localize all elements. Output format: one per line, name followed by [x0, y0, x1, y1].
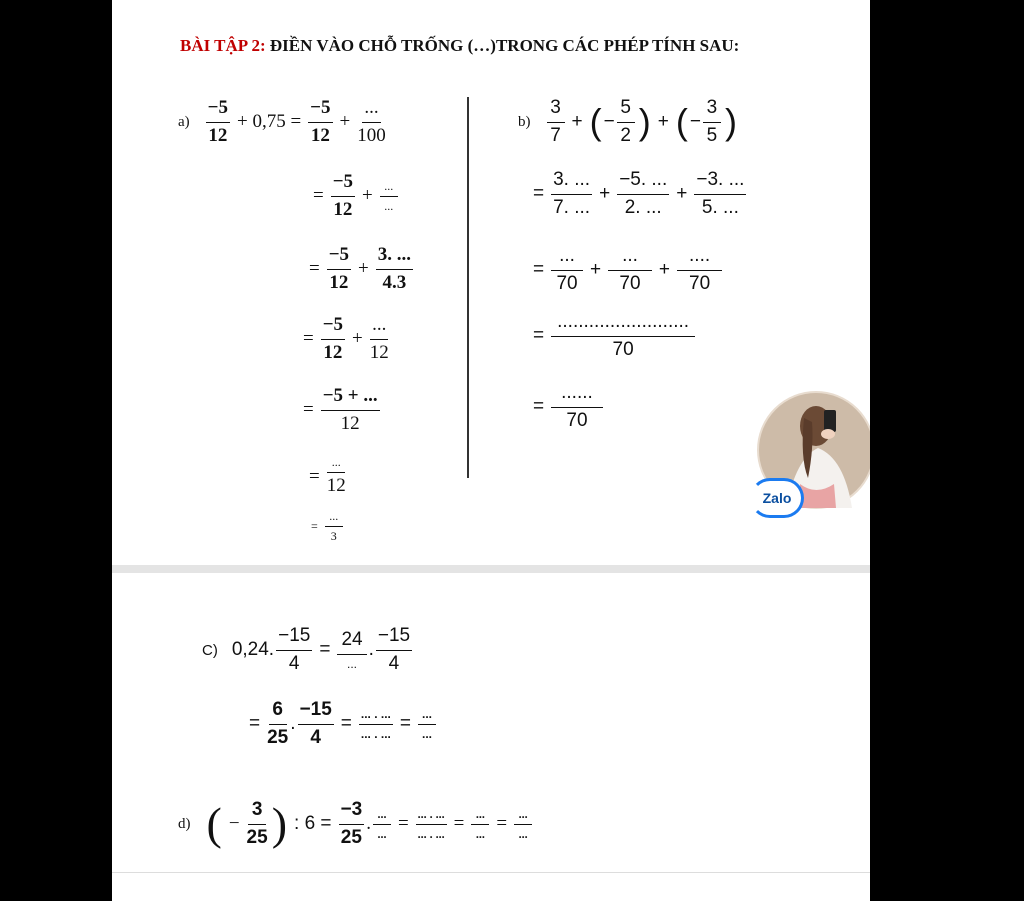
part-b-line-5: = $\frac{......}{70}$ — [528, 383, 605, 432]
part-c-line-1: C) 0,24. $\frac{-15}{4}$ = $\frac{24}{...}$ . $\frac{-15}{4}$ — [202, 625, 411, 674]
page-separator — [112, 565, 870, 573]
part-a-line-6: = $\frac{...}{12}$ — [309, 455, 346, 497]
part-a-label: a) — [178, 113, 190, 130]
part-c-line-2: = $\frac{6}{25}$ . $\frac{-15}{4}$ = $\frac{... . ...}{... . ...}$ = $\frac{...}{...}$ — [244, 700, 438, 749]
exercise-number: BÀI TẬP 2: — [180, 36, 266, 55]
exercise-title — [180, 36, 739, 56]
part-b-line-3: = $\frac{...}{70}$ + $\frac{...}{70}$ + $\frac{....}{70}$ — [528, 246, 724, 295]
part-d-label: d) — [178, 815, 191, 832]
part-a-line-1: a) $\frac{-5}{12}$ + 0,75 = $\frac{-5}{12}$ + $\frac{...}{100}$ — [178, 97, 386, 146]
part-b-label: b) — [518, 113, 531, 130]
part-a-line-4: = $\frac{-5}{12}$ + $\frac{...}{12}$ — [303, 314, 389, 363]
zalo-badge: Zalo — [750, 478, 804, 518]
part-b-line-2: = $\frac{3. ...}{7. ...}$ + $\frac{-5. ...}{2. ...}$ + $\frac{-3. ...}{5. ...}$ — [533, 169, 745, 218]
part-b-line-1: b) $\frac{3}{7}$ + ( − $\frac{5}{2}$ ) + ( − $\frac{3}{5}$ ) — [518, 97, 737, 146]
part-c-label: C) — [202, 641, 218, 659]
exercise-instruction: ĐIỀN VÀO CHỖ TRỐNG (…)TRONG CÁC PHÉP TÍNH SAU: — [265, 36, 740, 55]
part-a-line-7: = $\frac{...}{3}$ — [306, 510, 345, 543]
part-a-line-2: = $\frac{-5}{12}$ + $\frac{...}{...}$ — [308, 172, 400, 221]
column-divider — [467, 97, 469, 478]
part-a-line-5: = $\frac{-5 + ...}{12}$ — [303, 385, 378, 434]
worksheet-page-3 — [112, 872, 870, 901]
part-a-line-3: = $\frac{-5}{12}$ + $\frac{3. ...}{4.3}$ — [309, 244, 412, 293]
part-d-line-1: d) ( − $\frac{3}{25}$ ) : 6 = $\frac{-3}{25}$ . $\frac{...}{...}$ = $\frac{... . ...}{... . ...}$ = $\frac{...}{...}$ = $\frac{...}{...}$ — [178, 800, 534, 849]
part-b-line-4: = $\frac{.........................}{70}$ — [528, 312, 697, 361]
